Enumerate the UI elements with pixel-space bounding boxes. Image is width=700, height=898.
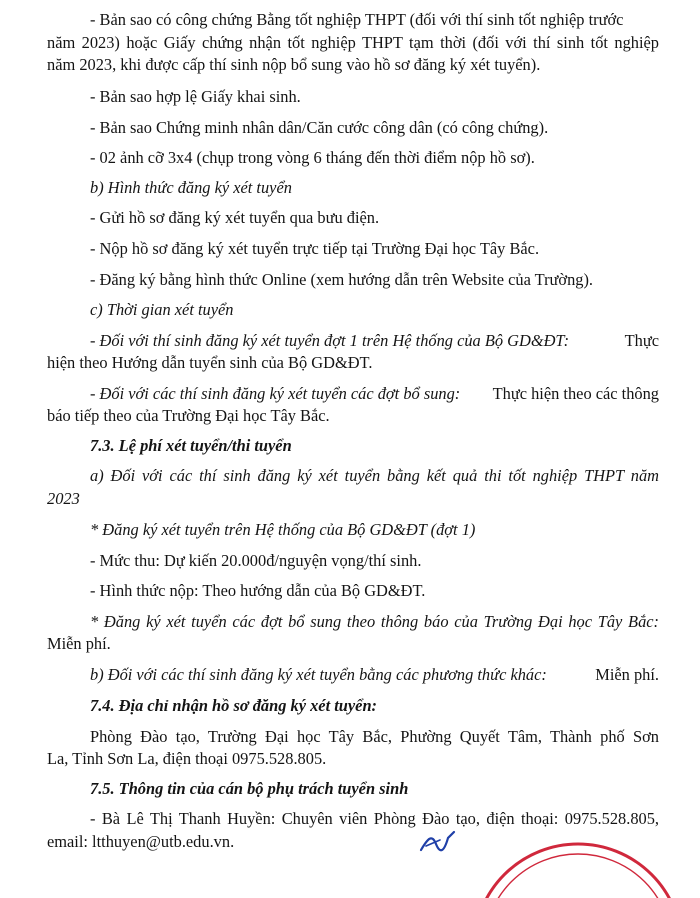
method-by-post: - Gửi hồ sơ đăng ký xét tuyển qua bưu điện. xyxy=(90,208,380,227)
birth-certificate-item: - Bản sao hợp lệ Giấy khai sinh. xyxy=(90,87,301,106)
address-line-2: La, Tỉnh Sơn La, điện thoại 0975.528.805. xyxy=(47,749,327,768)
fee-other-methods-label: b) Đối với các thí sinh đăng ký xét tuyển bằng các phương thức khác: xyxy=(90,665,547,684)
fee-amount: - Mức thu: Dự kiến 20.000đ/nguyện vọng/thí sinh. xyxy=(90,551,422,570)
round1-time-text: hiện theo Hướng dẫn tuyển sinh của Bộ GD&ĐT. xyxy=(47,353,373,372)
fee-extra-rounds-free: Miễn phí. xyxy=(47,634,111,653)
photos-item: - 02 ảnh cỡ 3x4 (chụp trong vòng 6 tháng đến thời điểm nộp hồ sơ). xyxy=(90,148,535,167)
extra-rounds-time-text-start: Thực hiện theo các thông xyxy=(492,384,659,403)
method-in-person: - Nộp hồ sơ đăng ký xét tuyển trực tiếp tại Trường Đại học Tây Bắc. xyxy=(90,239,540,258)
contact-1-line-2: email: ltthuyen@utb.edu.vn. xyxy=(47,832,235,851)
extra-rounds-time-line xyxy=(90,386,659,402)
fee-section-heading: 7.3. Lệ phí xét tuyển/thi tuyển xyxy=(90,436,292,455)
contact-1-line-1: - Bà Lê Thị Thanh Huyền: Chuyên viên Phòng Đào tạo, điện thoại: 0975.528.805, xyxy=(90,809,659,828)
signature-mark xyxy=(418,828,458,856)
fee-thpt-line-2: 2023 xyxy=(47,489,80,508)
diploma-copy-line-1: - Bản sao có công chứng Bằng tốt nghiệp THPT (đối với thí sinh tốt nghiệp trước xyxy=(90,10,624,29)
diploma-copy-line-2: năm 2023) hoặc Giấy chứng nhận tốt nghiệp THPT tạm thời (đối với thí sinh tốt nghiệp xyxy=(47,33,659,52)
round1-time-text-start: Thực xyxy=(624,331,659,350)
extra-rounds-time-text: báo tiếp theo của Trường Đại học Tây Bắc. xyxy=(47,406,330,425)
fee-thpt-line-1: a) Đối với các thí sinh đăng ký xét tuyển bằng kết quả thi tốt nghiệp THPT năm xyxy=(90,466,659,485)
official-stamp-edge xyxy=(458,838,698,898)
fee-payment-method: - Hình thức nộp: Theo hướng dẫn của Bộ GD&ĐT. xyxy=(90,581,426,600)
round1-time-label: - Đối với thí sinh đăng ký xét tuyển đợt 1 trên Hệ thống của Bộ GD&ĐT: xyxy=(90,331,570,350)
registration-method-heading: b) Hình thức đăng ký xét tuyển xyxy=(90,178,292,197)
fee-other-methods-free: Miễn phí. xyxy=(595,665,659,684)
contact-section-heading: 7.5. Thông tin của cán bộ phụ trách tuyển sinh xyxy=(90,779,409,798)
fee-other-methods-line xyxy=(90,667,659,683)
diploma-copy-line-3: năm 2023, khi được cấp thí sinh nộp bổ sung vào hồ sơ đăng ký xét tuyển). xyxy=(47,55,541,74)
extra-rounds-time-label: - Đối với các thí sinh đăng ký xét tuyển các đợt bổ sung: xyxy=(90,384,461,403)
method-online: - Đăng ký bằng hình thức Online (xem hướng dẫn trên Website của Trường). xyxy=(90,270,594,289)
address-line-1: Phòng Đào tạo, Trường Đại học Tây Bắc, Phường Quyết Tâm, Thành phố Sơn xyxy=(90,727,659,746)
address-section-heading: 7.4. Địa chỉ nhận hồ sơ đăng ký xét tuyển: xyxy=(90,696,378,715)
round1-time-line xyxy=(90,333,659,349)
fee-extra-rounds-line-1: * Đăng ký xét tuyển các đợt bổ sung theo thông báo của Trường Đại học Tây Bắc: xyxy=(90,612,659,631)
admission-time-heading: c) Thời gian xét tuyển xyxy=(90,300,234,319)
fee-round1-subheading: * Đăng ký xét tuyển trên Hệ thống của Bộ GD&ĐT (đợt 1) xyxy=(90,520,476,539)
id-card-item: - Bản sao Chứng minh nhân dân/Căn cước công dân (có công chứng). xyxy=(90,118,549,137)
